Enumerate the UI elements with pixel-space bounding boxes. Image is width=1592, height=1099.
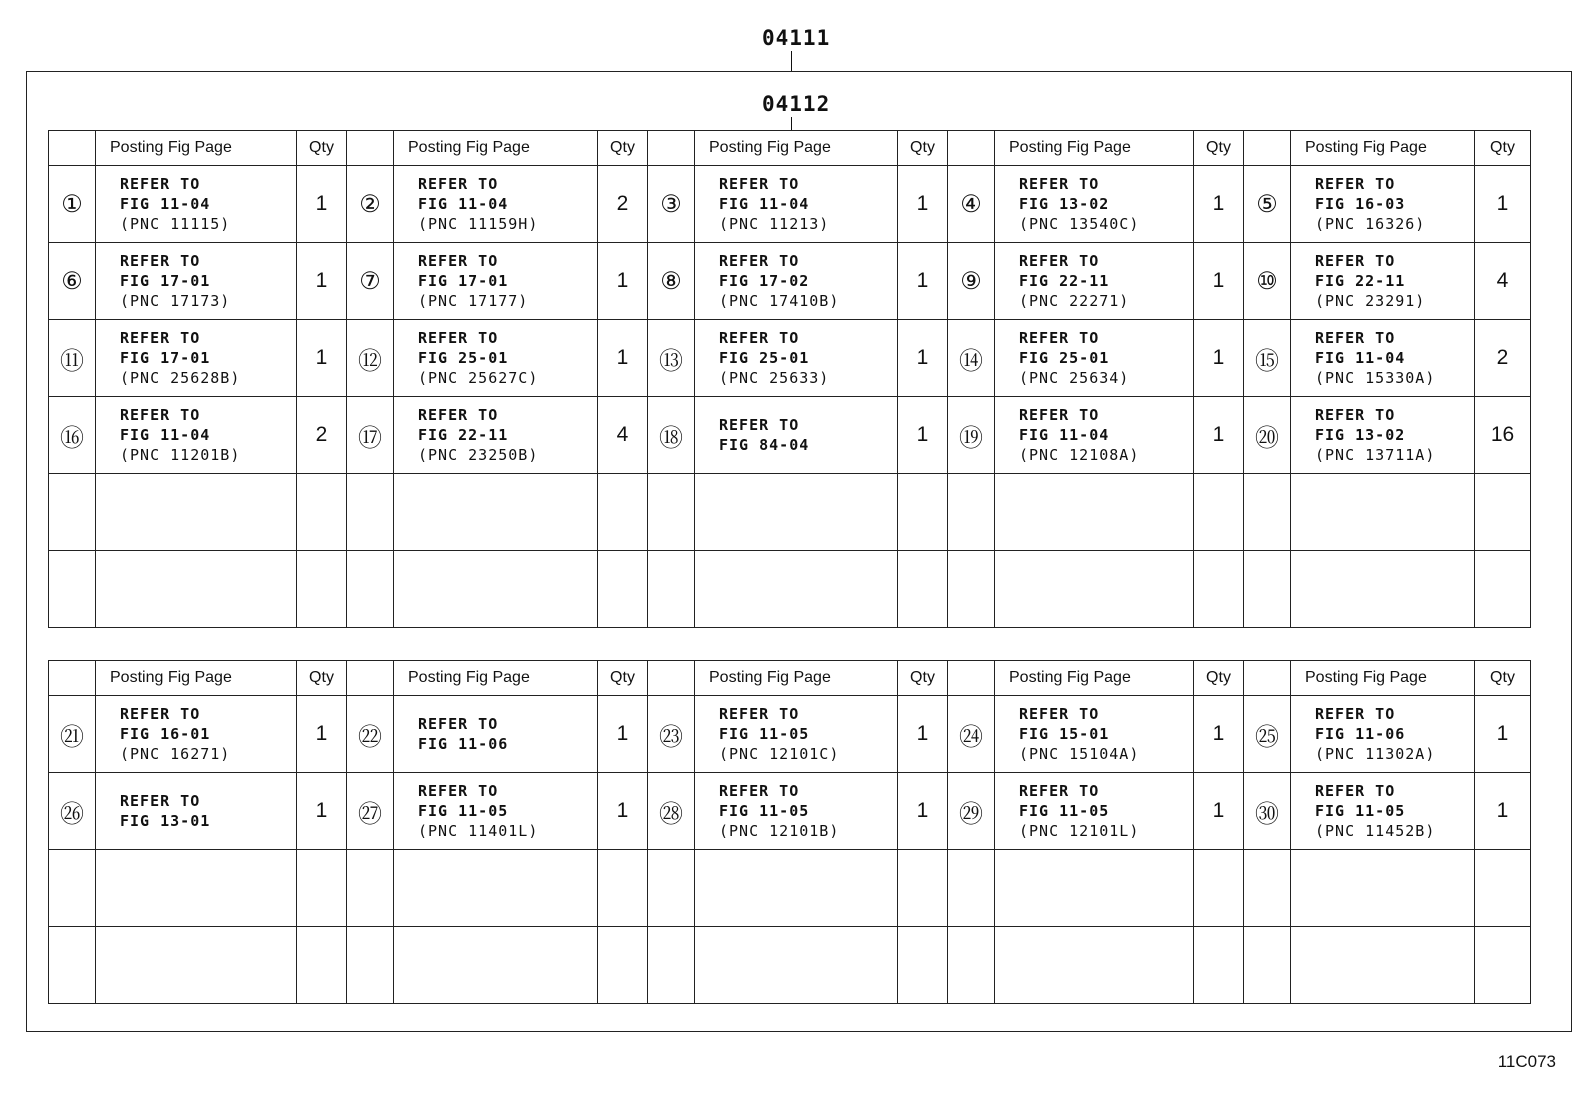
pnc-text: (PNC 16326): [1315, 215, 1426, 233]
header-qty: Qty: [1475, 661, 1531, 696]
empty-cell: [1244, 474, 1291, 551]
empty-cell: [598, 927, 648, 1004]
table-row: [49, 320, 1531, 397]
refer-to-text: REFER TO: [120, 175, 201, 193]
refer-to-text: REFER TO: [120, 705, 201, 723]
empty-cell: [898, 927, 948, 1004]
reference-cell: [394, 243, 598, 320]
empty-table-row: [49, 850, 1531, 927]
callout-number: ④: [948, 166, 995, 243]
qty-value: 16: [1475, 397, 1531, 474]
fig-page-text: FIG 11-04: [1019, 426, 1110, 444]
callout-number: ㉖: [49, 773, 96, 850]
qty-value: 1: [1194, 320, 1244, 397]
header-qty: Qty: [1475, 131, 1531, 166]
fig-page-text: FIG 17-01: [120, 349, 211, 367]
empty-cell: [96, 474, 297, 551]
empty-cell: [96, 551, 297, 628]
callout-number: ⑫: [347, 320, 394, 397]
fig-page-text: FIG 11-04: [1315, 349, 1406, 367]
qty-value: 1: [598, 243, 648, 320]
callout-number: ㉗: [347, 773, 394, 850]
refer-to-text: REFER TO: [120, 792, 201, 810]
empty-cell: [648, 551, 695, 628]
empty-cell: [948, 551, 995, 628]
callout-number: ㉙: [948, 773, 995, 850]
empty-cell: [394, 551, 598, 628]
reference-cell: [695, 696, 898, 773]
callout-number: ⑮: [1244, 320, 1291, 397]
qty-value: 1: [898, 320, 948, 397]
fig-page-text: FIG 22-11: [1019, 272, 1110, 290]
callout-number: ㉘: [648, 773, 695, 850]
empty-cell: [1291, 551, 1475, 628]
header-posting-fig-page: Posting Fig Page: [695, 661, 898, 696]
pnc-text: (PNC 11201B): [120, 446, 241, 464]
refer-to-text: REFER TO: [1019, 705, 1100, 723]
empty-cell: [297, 474, 347, 551]
refer-to-text: REFER TO: [719, 705, 800, 723]
qty-value: 1: [1194, 696, 1244, 773]
empty-cell: [1194, 551, 1244, 628]
empty-cell: [695, 551, 898, 628]
reference-cell: [394, 773, 598, 850]
refer-to-text: REFER TO: [1315, 175, 1396, 193]
pnc-text: (PNC 17177): [418, 292, 529, 310]
empty-cell: [648, 927, 695, 1004]
callout-number: ⑨: [948, 243, 995, 320]
reference-cell: [394, 397, 598, 474]
header-num-cell: [1244, 661, 1291, 696]
callout-number: ㉕: [1244, 696, 1291, 773]
header-posting-fig-page: Posting Fig Page: [1291, 661, 1475, 696]
empty-cell: [49, 474, 96, 551]
callout-number: ㉔: [948, 696, 995, 773]
refer-to-text: REFER TO: [1315, 329, 1396, 347]
pnc-text: (PNC 11115): [120, 215, 231, 233]
reference-cell: [96, 166, 297, 243]
pnc-text: (PNC 12101B): [719, 822, 840, 840]
fig-page-text: FIG 11-04: [120, 426, 211, 444]
pnc-text: (PNC 13540C): [1019, 215, 1140, 233]
empty-cell: [1194, 474, 1244, 551]
empty-cell: [948, 474, 995, 551]
fig-page-text: FIG 11-05: [1315, 802, 1406, 820]
qty-value: 1: [1475, 166, 1531, 243]
empty-cell: [648, 474, 695, 551]
pnc-text: (PNC 17410B): [719, 292, 840, 310]
header-posting-fig-page: Posting Fig Page: [394, 131, 598, 166]
callout-number: ⑯: [49, 397, 96, 474]
reference-cell: [1291, 243, 1475, 320]
pnc-text: (PNC 25633): [719, 369, 830, 387]
header-posting-fig-page: Posting Fig Page: [1291, 131, 1475, 166]
table-row: [49, 696, 1531, 773]
fig-page-text: FIG 11-06: [1315, 725, 1406, 743]
empty-cell: [598, 474, 648, 551]
leader-line: [791, 51, 792, 72]
fig-page-text: FIG 17-02: [719, 272, 810, 290]
fig-page-text: FIG 11-05: [418, 802, 509, 820]
refer-to-text: REFER TO: [1019, 406, 1100, 424]
empty-cell: [1194, 850, 1244, 927]
reference-cell: [695, 166, 898, 243]
empty-cell: [49, 551, 96, 628]
assembly-code-04111: 04111: [762, 26, 831, 50]
assembly-code-04112: 04112: [762, 92, 831, 116]
refer-to-text: REFER TO: [1019, 782, 1100, 800]
empty-cell: [96, 927, 297, 1004]
header-num-cell: [948, 661, 995, 696]
pnc-text: (PNC 15330A): [1315, 369, 1436, 387]
empty-cell: [598, 551, 648, 628]
empty-cell: [1244, 927, 1291, 1004]
header-num-cell: [49, 661, 96, 696]
reference-cell: [695, 243, 898, 320]
header-posting-fig-page: Posting Fig Page: [394, 661, 598, 696]
header-qty: Qty: [898, 661, 948, 696]
qty-value: 1: [1475, 696, 1531, 773]
empty-cell: [49, 927, 96, 1004]
header-num-cell: [347, 131, 394, 166]
empty-cell: [948, 927, 995, 1004]
empty-cell: [695, 927, 898, 1004]
empty-cell: [1244, 850, 1291, 927]
fig-page-text: FIG 25-01: [418, 349, 509, 367]
reference-cell: [1291, 773, 1475, 850]
fig-page-text: FIG 11-05: [719, 725, 810, 743]
empty-cell: [995, 551, 1194, 628]
qty-value: 1: [297, 773, 347, 850]
header-qty: Qty: [297, 131, 347, 166]
qty-value: 1: [598, 696, 648, 773]
qty-value: 1: [898, 397, 948, 474]
refer-to-text: REFER TO: [719, 252, 800, 270]
table-row: [49, 397, 1531, 474]
fig-page-text: FIG 84-04: [719, 436, 810, 454]
reference-cell: [96, 397, 297, 474]
leader-line: [791, 117, 792, 131]
refer-to-text: REFER TO: [1315, 252, 1396, 270]
pnc-text: (PNC 25627C): [418, 369, 539, 387]
empty-cell: [394, 927, 598, 1004]
parts-reference-table-1: [48, 130, 1531, 628]
empty-cell: [1475, 927, 1531, 1004]
reference-cell: [1291, 320, 1475, 397]
empty-cell: [49, 850, 96, 927]
reference-cell: [695, 773, 898, 850]
header-qty: Qty: [598, 661, 648, 696]
empty-cell: [1291, 927, 1475, 1004]
reference-cell: [995, 320, 1194, 397]
fig-page-text: FIG 16-01: [120, 725, 211, 743]
pnc-text: (PNC 16271): [120, 745, 231, 763]
reference-cell: [995, 166, 1194, 243]
reference-cell: [995, 773, 1194, 850]
qty-value: 1: [598, 320, 648, 397]
callout-number: ⑱: [648, 397, 695, 474]
empty-cell: [394, 850, 598, 927]
pnc-text: (PNC 11302A): [1315, 745, 1436, 763]
empty-cell: [598, 850, 648, 927]
fig-page-text: FIG 17-01: [418, 272, 509, 290]
header-posting-fig-page: Posting Fig Page: [995, 131, 1194, 166]
pnc-text: (PNC 23291): [1315, 292, 1426, 310]
reference-cell: [394, 166, 598, 243]
fig-page-text: FIG 11-04: [120, 195, 211, 213]
reference-cell: [1291, 397, 1475, 474]
pnc-text: (PNC 11213): [719, 215, 830, 233]
reference-cell: [96, 696, 297, 773]
empty-cell: [995, 474, 1194, 551]
callout-number: ㉓: [648, 696, 695, 773]
callout-number: ㉑: [49, 696, 96, 773]
header-posting-fig-page: Posting Fig Page: [96, 131, 297, 166]
qty-value: 1: [297, 166, 347, 243]
empty-cell: [1291, 850, 1475, 927]
callout-number: ⑭: [948, 320, 995, 397]
empty-cell: [1194, 927, 1244, 1004]
header-posting-fig-page: Posting Fig Page: [695, 131, 898, 166]
pnc-text: (PNC 11159H): [418, 215, 539, 233]
empty-cell: [995, 927, 1194, 1004]
empty-cell: [394, 474, 598, 551]
header-qty: Qty: [598, 131, 648, 166]
refer-to-text: REFER TO: [719, 329, 800, 347]
refer-to-text: REFER TO: [418, 406, 499, 424]
reference-cell: [695, 320, 898, 397]
qty-value: 2: [297, 397, 347, 474]
pnc-text: (PNC 15104A): [1019, 745, 1140, 763]
callout-number: ㉒: [347, 696, 394, 773]
fig-page-text: FIG 11-05: [719, 802, 810, 820]
reference-cell: [394, 696, 598, 773]
table-row: [49, 773, 1531, 850]
empty-cell: [1475, 474, 1531, 551]
pnc-text: (PNC 23250B): [418, 446, 539, 464]
header-qty: Qty: [297, 661, 347, 696]
callout-number: ③: [648, 166, 695, 243]
qty-value: 1: [297, 696, 347, 773]
pnc-text: (PNC 11452B): [1315, 822, 1436, 840]
header-num-cell: [648, 131, 695, 166]
callout-number: ⑬: [648, 320, 695, 397]
qty-value: 1: [1194, 397, 1244, 474]
empty-cell: [898, 474, 948, 551]
qty-value: 1: [1194, 773, 1244, 850]
refer-to-text: REFER TO: [418, 329, 499, 347]
fig-page-text: FIG 13-01: [120, 812, 211, 830]
empty-cell: [347, 927, 394, 1004]
table-header-row: [49, 661, 1531, 696]
pnc-text: (PNC 13711A): [1315, 446, 1436, 464]
callout-number: ⑥: [49, 243, 96, 320]
pnc-text: (PNC 25628B): [120, 369, 241, 387]
fig-page-text: FIG 22-11: [1315, 272, 1406, 290]
header-num-cell: [49, 131, 96, 166]
empty-cell: [96, 850, 297, 927]
refer-to-text: REFER TO: [418, 252, 499, 270]
qty-value: 1: [898, 773, 948, 850]
fig-page-text: FIG 22-11: [418, 426, 509, 444]
reference-cell: [394, 320, 598, 397]
pnc-text: (PNC 17173): [120, 292, 231, 310]
refer-to-text: REFER TO: [120, 252, 201, 270]
fig-page-text: FIG 11-04: [719, 195, 810, 213]
fig-page-text: FIG 11-06: [418, 735, 509, 753]
reference-cell: [695, 397, 898, 474]
parts-reference-table-2: [48, 660, 1531, 1004]
header-qty: Qty: [1194, 131, 1244, 166]
pnc-text: (PNC 12101C): [719, 745, 840, 763]
pnc-text: (PNC 25634): [1019, 369, 1130, 387]
fig-page-text: FIG 13-02: [1019, 195, 1110, 213]
reference-cell: [1291, 166, 1475, 243]
refer-to-text: REFER TO: [719, 416, 800, 434]
empty-cell: [648, 850, 695, 927]
empty-cell: [1475, 850, 1531, 927]
refer-to-text: REFER TO: [1315, 782, 1396, 800]
pnc-text: (PNC 22271): [1019, 292, 1130, 310]
fig-page-text: FIG 17-01: [120, 272, 211, 290]
empty-cell: [695, 474, 898, 551]
qty-value: 1: [297, 243, 347, 320]
empty-cell: [995, 850, 1194, 927]
empty-cell: [898, 850, 948, 927]
callout-number: ①: [49, 166, 96, 243]
reference-cell: [96, 320, 297, 397]
header-posting-fig-page: Posting Fig Page: [96, 661, 297, 696]
callout-number: ⑤: [1244, 166, 1291, 243]
fig-page-text: FIG 25-01: [1019, 349, 1110, 367]
refer-to-text: REFER TO: [120, 329, 201, 347]
reference-cell: [995, 696, 1194, 773]
qty-value: 2: [1475, 320, 1531, 397]
empty-table-row: [49, 474, 1531, 551]
header-num-cell: [1244, 131, 1291, 166]
reference-cell: [96, 243, 297, 320]
empty-cell: [347, 551, 394, 628]
empty-cell: [347, 474, 394, 551]
table-header-row: [49, 131, 1531, 166]
refer-to-text: REFER TO: [1019, 252, 1100, 270]
reference-cell: [1291, 696, 1475, 773]
header-num-cell: [347, 661, 394, 696]
callout-number: ㉚: [1244, 773, 1291, 850]
qty-value: 1: [297, 320, 347, 397]
header-num-cell: [648, 661, 695, 696]
refer-to-text: REFER TO: [1315, 406, 1396, 424]
empty-cell: [1475, 551, 1531, 628]
figure-id: 11C073: [1497, 1052, 1556, 1071]
qty-value: 1: [598, 773, 648, 850]
header-qty: Qty: [898, 131, 948, 166]
pnc-text: (PNC 12108A): [1019, 446, 1140, 464]
callout-number: ⑲: [948, 397, 995, 474]
empty-cell: [1244, 551, 1291, 628]
callout-number: ②: [347, 166, 394, 243]
qty-value: 2: [598, 166, 648, 243]
qty-value: 1: [1194, 166, 1244, 243]
table-row: [49, 243, 1531, 320]
pnc-text: (PNC 12101L): [1019, 822, 1140, 840]
refer-to-text: REFER TO: [1019, 175, 1100, 193]
fig-page-text: FIG 25-01: [719, 349, 810, 367]
fig-page-text: FIG 15-01: [1019, 725, 1110, 743]
refer-to-text: REFER TO: [418, 175, 499, 193]
refer-to-text: REFER TO: [1019, 329, 1100, 347]
reference-cell: [995, 243, 1194, 320]
table-row: [49, 166, 1531, 243]
qty-value: 1: [1475, 773, 1531, 850]
fig-page-text: FIG 13-02: [1315, 426, 1406, 444]
qty-value: 1: [1194, 243, 1244, 320]
empty-cell: [898, 551, 948, 628]
qty-value: 1: [898, 243, 948, 320]
empty-cell: [297, 551, 347, 628]
callout-number: ⑩: [1244, 243, 1291, 320]
qty-value: 1: [898, 696, 948, 773]
fig-page-text: FIG 11-05: [1019, 802, 1110, 820]
empty-cell: [695, 850, 898, 927]
refer-to-text: REFER TO: [719, 175, 800, 193]
refer-to-text: REFER TO: [120, 406, 201, 424]
qty-value: 4: [598, 397, 648, 474]
callout-number: ⑦: [347, 243, 394, 320]
empty-cell: [347, 850, 394, 927]
callout-number: ⑳: [1244, 397, 1291, 474]
empty-cell: [297, 850, 347, 927]
qty-value: 4: [1475, 243, 1531, 320]
header-num-cell: [948, 131, 995, 166]
refer-to-text: REFER TO: [418, 782, 499, 800]
pnc-text: (PNC 11401L): [418, 822, 539, 840]
fig-page-text: FIG 11-04: [418, 195, 509, 213]
empty-cell: [297, 927, 347, 1004]
qty-value: 1: [898, 166, 948, 243]
callout-number: ⑰: [347, 397, 394, 474]
callout-number: ⑧: [648, 243, 695, 320]
refer-to-text: REFER TO: [719, 782, 800, 800]
empty-cell: [948, 850, 995, 927]
empty-table-row: [49, 551, 1531, 628]
fig-page-text: FIG 16-03: [1315, 195, 1406, 213]
empty-cell: [1291, 474, 1475, 551]
refer-to-text: REFER TO: [1315, 705, 1396, 723]
reference-cell: [995, 397, 1194, 474]
header-qty: Qty: [1194, 661, 1244, 696]
refer-to-text: REFER TO: [418, 715, 499, 733]
header-posting-fig-page: Posting Fig Page: [995, 661, 1194, 696]
empty-table-row: [49, 927, 1531, 1004]
reference-cell: [96, 773, 297, 850]
callout-number: ⑪: [49, 320, 96, 397]
